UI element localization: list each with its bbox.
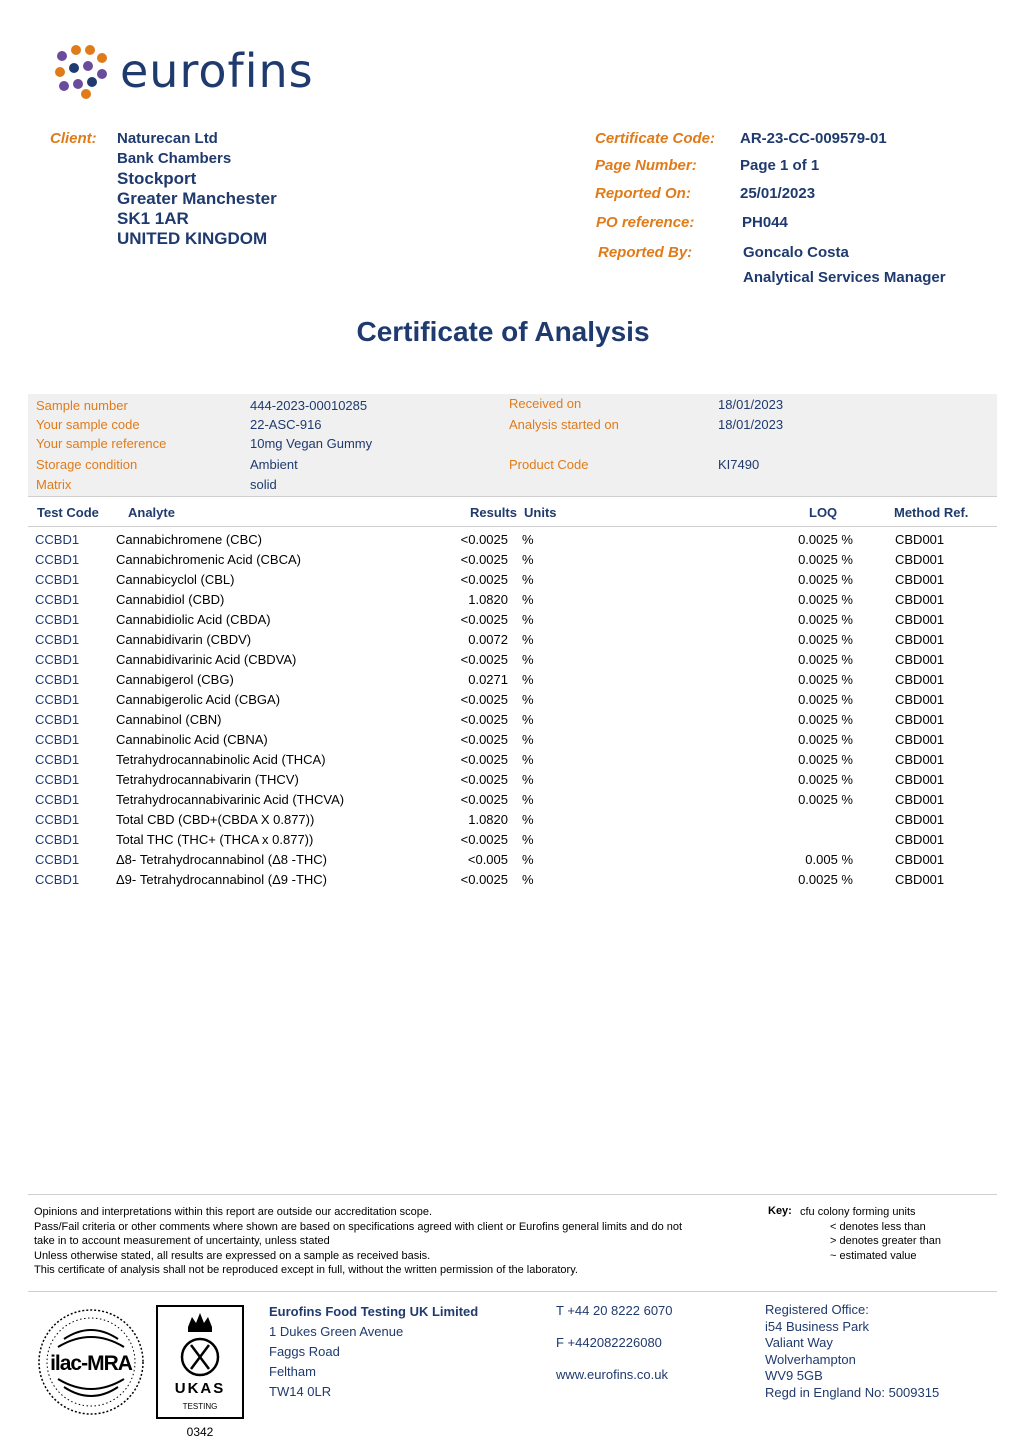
result-cell: <0.0025 (460, 552, 508, 567)
unit-cell: % (522, 792, 534, 807)
loq-cell: 0.0025 % (798, 772, 853, 787)
key-item: > denotes greater than (830, 1235, 941, 1247)
ukas-text: UKAS (174, 1380, 226, 1397)
ukas-badge (156, 1305, 244, 1419)
page-number-label: Page Number: (595, 157, 697, 174)
method-cell: CBD001 (895, 692, 945, 707)
loq-cell: 0.0025 % (798, 632, 853, 647)
storage-condition: Ambient (250, 457, 298, 472)
client-line: UNITED KINGDOM (117, 229, 268, 248)
brand-name: eurofins (120, 44, 314, 98)
eurofins-dots-icon (52, 42, 110, 100)
table-row (28, 670, 997, 690)
page-title: Certificate of Analysis (356, 316, 650, 347)
unit-cell: % (522, 732, 534, 747)
key-item: ~ estimated value (830, 1249, 917, 1262)
table-row (28, 590, 997, 610)
analyte-cell: Cannabicyclol (CBL) (116, 572, 235, 587)
header-analyte: Analyte (128, 505, 175, 520)
sample-info-panel (28, 394, 997, 497)
matrix: solid (250, 477, 277, 492)
reported-by-title: Analytical Services Manager (743, 269, 946, 286)
result-cell: <0.0025 (460, 692, 508, 707)
loq-cell: 0.005 % (805, 852, 853, 867)
ukas-crown-icon (158, 1307, 242, 1417)
header-units: Units (524, 505, 557, 520)
loq-cell: 0.0025 % (798, 592, 853, 607)
key-label: Key: (768, 1205, 792, 1217)
test-code-cell: CCBD1 (35, 652, 80, 667)
method-cell: CBD001 (895, 732, 945, 747)
company-address-line: Feltham (269, 1364, 316, 1379)
loq-cell: 0.0025 % (798, 612, 853, 627)
company-address-line: TW14 0LR (269, 1384, 332, 1399)
registered-line: Registered Office: (765, 1302, 869, 1317)
table-row (28, 690, 997, 710)
key-item: cfu colony forming units (800, 1206, 916, 1218)
test-code-cell: CCBD1 (35, 532, 80, 547)
disclaimer-line: This certificate of analysis shall not be reproduced except in full, without the written permission of the laboratory. (34, 1264, 578, 1276)
test-code-cell: CCBD1 (35, 692, 80, 707)
phone: T +44 20 8222 6070 (556, 1303, 673, 1318)
test-code-cell: CCBD1 (35, 772, 80, 787)
client-label: Client: (50, 130, 97, 147)
fax: F +442082226080 (556, 1335, 662, 1350)
analysis-started-label: Analysis started on (509, 417, 619, 432)
analyte-cell: Total CBD (CBD+(CBDA X 0.877)) (116, 812, 315, 827)
sample-code: 22-ASC-916 (250, 417, 322, 432)
client-line: Naturecan Ltd (117, 130, 218, 147)
method-cell: CBD001 (895, 532, 945, 547)
result-cell: <0.0025 (460, 732, 508, 747)
registered-line: WV9 5GB (765, 1368, 823, 1383)
result-cell: <0.0025 (460, 832, 508, 847)
test-code-cell: CCBD1 (35, 612, 80, 627)
analyte-cell: Cannabichromene (CBC) (116, 532, 262, 547)
disclaimer-line: Unless otherwise stated, all results are expressed on a sample as received basis. (34, 1249, 431, 1262)
disclaimer-line: Pass/Fail criteria or other comments where shown are based on specifications agreed with client or Eurofins general limits and do not (34, 1220, 683, 1233)
test-code-cell: CCBD1 (35, 752, 80, 767)
loq-cell: 0.0025 % (798, 712, 853, 727)
method-cell: CBD001 (895, 832, 945, 847)
ukas-number: 0342 (186, 1425, 214, 1439)
client-line: Stockport (117, 169, 197, 188)
reported-on: 25/01/2023 (740, 185, 816, 202)
sample-code-label: Your sample code (36, 417, 140, 432)
sample-number-label: Sample number (36, 398, 128, 413)
analyte-cell: Cannabichromenic Acid (CBCA) (116, 552, 301, 567)
analyte-cell: Cannabigerolic Acid (CBGA) (116, 692, 281, 707)
result-cell: <0.0025 (460, 772, 508, 787)
method-cell: CBD001 (895, 792, 945, 807)
loq-cell: 0.0025 % (798, 732, 853, 747)
table-row (28, 750, 997, 770)
ilac-text: ilac-MRA (50, 1352, 132, 1375)
table-row (28, 570, 997, 590)
sample-reference-label: Your sample reference (36, 436, 167, 451)
test-code-cell: CCBD1 (35, 732, 80, 747)
loq-cell: 0.0025 % (798, 872, 853, 887)
table-row (28, 530, 997, 550)
analyte-cell: Cannabidiol (CBD) (116, 592, 225, 607)
product-code-label: Product Code (509, 457, 589, 472)
loq-cell: 0.0025 % (798, 752, 853, 767)
results-table-header (28, 499, 997, 527)
analyte-cell: Tetrahydrocannabivarin (THCV) (116, 772, 299, 787)
unit-cell: % (522, 752, 534, 767)
unit-cell: % (522, 852, 534, 867)
header-results: Results (470, 505, 517, 520)
method-cell: CBD001 (895, 612, 945, 627)
registered-line: Regd in England No: 5009315 (765, 1384, 940, 1400)
disclaimer-line: take in to account measurement of uncertainty, unless stated (34, 1235, 330, 1247)
test-code-cell: CCBD1 (35, 712, 80, 727)
certificate-code: AR-23-CC-009579-01 (740, 130, 887, 147)
loq-cell: 0.0025 % (798, 532, 853, 547)
unit-cell: % (522, 812, 534, 827)
analyte-cell: Δ9- Tetrahydrocannabinol (Δ9 -THC) (116, 872, 328, 887)
method-cell: CBD001 (895, 672, 945, 687)
unit-cell: % (522, 712, 534, 727)
method-cell: CBD001 (895, 632, 945, 647)
loq-cell: 0.0025 % (798, 552, 853, 567)
test-code-cell: CCBD1 (35, 632, 80, 647)
analyte-cell: Cannabigerol (CBG) (116, 672, 234, 687)
table-row (28, 790, 997, 810)
table-row (28, 630, 997, 650)
key-item: < denotes less than (830, 1220, 926, 1233)
unit-cell: % (522, 692, 534, 707)
registered-line: i54 Business Park (765, 1318, 870, 1334)
analyte-cell: Cannabidiolic Acid (CBDA) (116, 612, 271, 627)
disclaimer (34, 1205, 754, 1278)
analyte-cell: Total THC (THC+ (THCA x 0.877)) (116, 832, 314, 847)
page-number: Page 1 of 1 (740, 157, 820, 174)
table-row (28, 770, 997, 790)
company-address-line: 1 Dukes Green Avenue (269, 1324, 404, 1339)
analyte-cell: Cannabidivarin (CBDV) (116, 632, 252, 647)
method-cell: CBD001 (895, 552, 945, 567)
unit-cell: % (522, 552, 534, 567)
analyte-cell: Cannabidivarinic Acid (CBDVA) (116, 652, 297, 667)
unit-cell: % (522, 612, 534, 627)
footer-divider (28, 1291, 997, 1292)
table-row (28, 830, 997, 850)
company-address-line: Faggs Road (269, 1344, 340, 1359)
client-line: Bank Chambers (117, 150, 232, 167)
disclaimer-line: Opinions and interpretations within this report are outside our accreditation scope. (34, 1206, 433, 1218)
analyte-cell: Cannabinolic Acid (CBNA) (116, 732, 268, 747)
registered-office (765, 1302, 939, 1401)
result-cell: <0.0025 (460, 572, 508, 587)
table-row (28, 710, 997, 730)
table-row (28, 650, 997, 670)
test-code-cell: CCBD1 (35, 852, 80, 867)
result-cell: <0.0025 (460, 612, 508, 627)
method-cell: CBD001 (895, 712, 945, 727)
sample-reference: 10mg Vegan Gummy (250, 436, 373, 451)
storage-condition-label: Storage condition (36, 457, 138, 472)
result-cell: 0.0271 (468, 672, 508, 687)
key-list (800, 1205, 941, 1263)
website-link[interactable]: www.eurofins.co.uk (556, 1367, 668, 1382)
unit-cell: % (522, 772, 534, 787)
result-cell: <0.0025 (460, 652, 508, 667)
registered-line: Valiant Way (765, 1335, 833, 1350)
test-code-cell: CCBD1 (35, 592, 80, 607)
unit-cell: % (522, 592, 534, 607)
table-row (28, 870, 997, 890)
result-cell: 1.0820 (468, 592, 508, 607)
received-on: 18/01/2023 (718, 397, 784, 412)
unit-cell: % (522, 532, 534, 547)
certificate-code-label: Certificate Code: (595, 130, 716, 147)
loq-cell: 0.0025 % (798, 572, 853, 587)
header-loq: LOQ (809, 505, 838, 520)
table-row (28, 850, 997, 870)
method-cell: CBD001 (895, 772, 945, 787)
result-cell: <0.0025 (460, 532, 508, 547)
result-cell: <0.0025 (460, 712, 508, 727)
method-cell: CBD001 (895, 852, 945, 867)
loq-cell: 0.0025 % (798, 652, 853, 667)
test-code-cell: CCBD1 (35, 572, 80, 587)
reported-by-label: Reported By: (598, 244, 693, 261)
result-cell: <0.0025 (460, 872, 508, 887)
unit-cell: % (522, 872, 534, 887)
result-cell: 0.0072 (468, 632, 508, 647)
result-cell: <0.0025 (460, 792, 508, 807)
analysis-started: 18/01/2023 (718, 417, 784, 432)
header-test-code: Test Code (37, 505, 99, 520)
sample-number: 444-2023-00010285 (250, 398, 368, 413)
client-line: Greater Manchester (117, 189, 277, 208)
table-row (28, 730, 997, 750)
test-code-cell: CCBD1 (35, 792, 80, 807)
reported-on-label: Reported On: (595, 185, 691, 202)
method-cell: CBD001 (895, 752, 945, 767)
analyte-cell: Cannabinol (CBN) (116, 712, 222, 727)
eurofins-logo (52, 42, 314, 100)
result-cell: <0.0025 (460, 752, 508, 767)
table-row (28, 610, 997, 630)
analyte-cell: Tetrahydrocannabinolic Acid (THCA) (116, 752, 326, 767)
result-cell: <0.005 (467, 852, 508, 867)
matrix-label: Matrix (36, 477, 72, 492)
analyte-cell: Δ8- Tetrahydrocannabinol (Δ8 -THC) (116, 852, 328, 867)
analyte-cell: Tetrahydrocannabivarinic Acid (THCVA) (116, 792, 345, 807)
loq-cell: 0.0025 % (798, 692, 853, 707)
registered-line: Wolverhampton (765, 1351, 856, 1367)
loq-cell: 0.0025 % (798, 672, 853, 687)
method-cell: CBD001 (895, 572, 945, 587)
result-cell: 1.0820 (468, 812, 508, 827)
method-cell: CBD001 (895, 592, 945, 607)
test-code-cell: CCBD1 (35, 812, 80, 827)
company-address (269, 1302, 478, 1402)
table-row (28, 550, 997, 570)
test-code-cell: CCBD1 (35, 552, 80, 567)
unit-cell: % (522, 572, 534, 587)
method-cell: CBD001 (895, 812, 945, 827)
unit-cell: % (522, 672, 534, 687)
po-reference-label: PO reference: (596, 214, 695, 231)
test-code-cell: CCBD1 (35, 672, 80, 687)
unit-cell: % (522, 652, 534, 667)
ukas-sub: TESTING (182, 1402, 218, 1411)
client-line: SK1 1AR (117, 209, 189, 228)
product-code: KI7490 (718, 457, 760, 472)
unit-cell: % (522, 832, 534, 847)
loq-cell: 0.0025 % (798, 792, 853, 807)
method-cell: CBD001 (895, 652, 945, 667)
table-row (28, 810, 997, 830)
test-code-cell: CCBD1 (35, 872, 80, 887)
footer-divider (28, 1194, 997, 1195)
test-code-cell: CCBD1 (35, 832, 80, 847)
method-cell: CBD001 (895, 872, 945, 887)
header-method: Method Ref. (894, 505, 969, 520)
reported-by-name: Goncalo Costa (743, 244, 849, 261)
received-on-label: Received on (509, 396, 582, 411)
po-reference: PH044 (742, 214, 788, 231)
company-name: Eurofins Food Testing UK Limited (269, 1304, 479, 1319)
client-address (117, 129, 277, 249)
unit-cell: % (522, 632, 534, 647)
ilac-mra-icon (36, 1307, 146, 1417)
